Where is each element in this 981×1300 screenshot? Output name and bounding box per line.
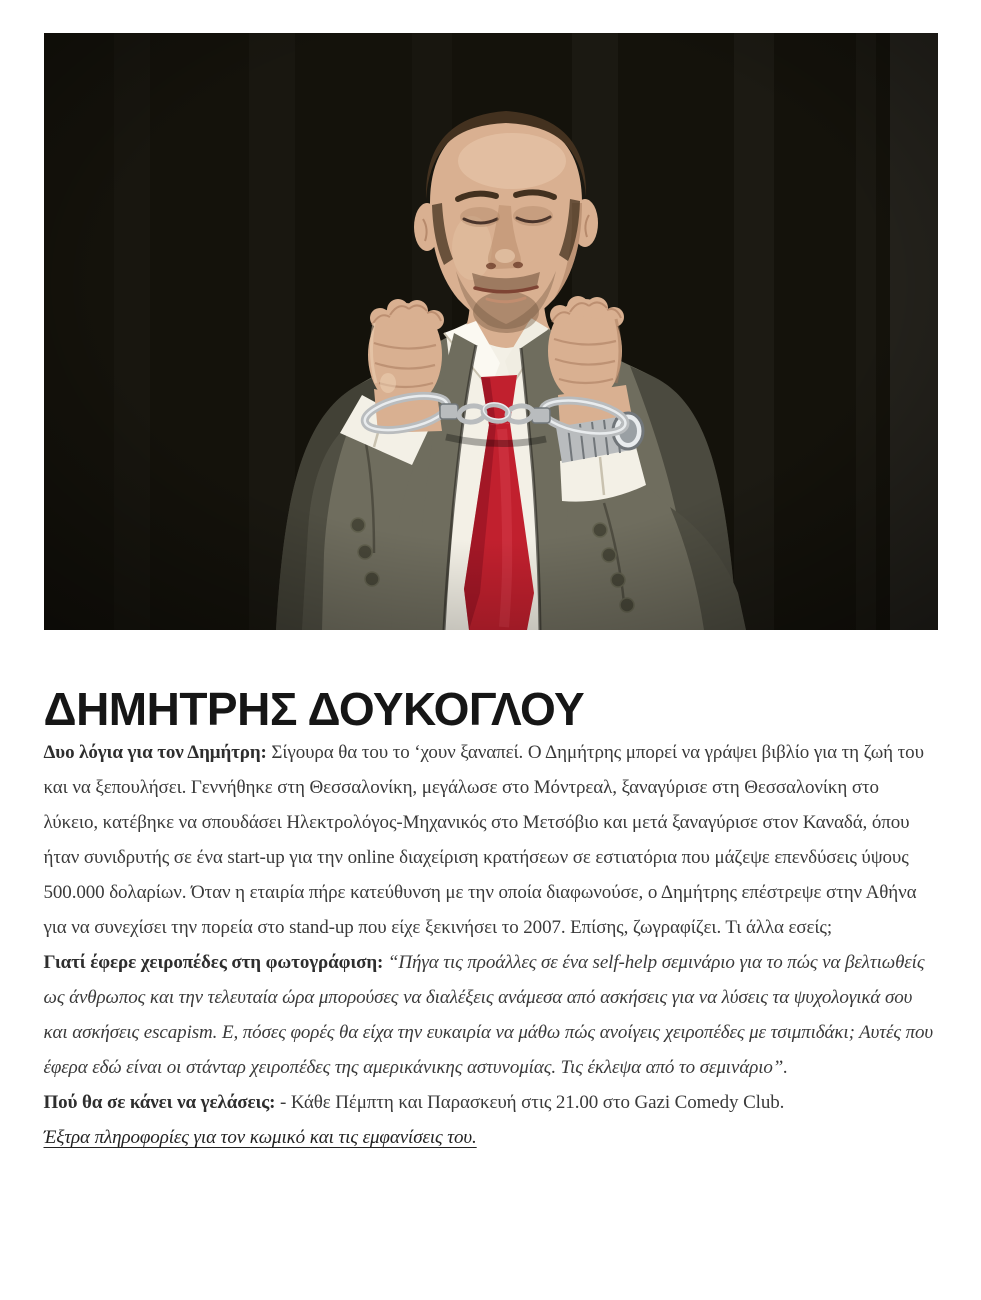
vignette-overlay <box>44 33 938 630</box>
handcuffs-quote-text: “Πήγα τις προάλλες σε ένα self-help σεμινάριο για το πώς να βελτιωθείς ως άνθρωπος και την τελευταία ώρα μπορούσες να διαλέξεις ανάμεσα από ασκήσεις για να λύσεις τα ψυχολογικά σου και ασκήσεις escapism. Ε, πόσες φορές θα είχα την ευκαιρία να μάθω πώς ανοίγεις χειροπέδες με τσιμπιδάκι; Αυτές που έφερα εδώ είναι οι στάνταρ χειροπέδες της αμερικάνικης αστυνομίας. Τις έκλεψα από το σεμινάριο”. <box>43 951 934 1078</box>
bio-paragraph <box>44 735 938 945</box>
show-schedule-text: - Κάθε Πέμπτη και Παρασκευή στις 21.00 στο Gazi Comedy Club. <box>275 1091 785 1113</box>
handcuffs-question-lead: Γιατί έφερε χειροπέδες στη φωτογράφιση: <box>43 951 384 973</box>
bio-lead: Δυο λόγια για τον Δημήτρη: <box>43 741 267 763</box>
handcuffs-question-paragraph <box>44 945 938 1085</box>
portrait-photo <box>44 33 938 630</box>
article-page <box>44 0 938 1155</box>
show-schedule-lead: Πού θα σε κάνει να γελάσεις: <box>43 1091 276 1113</box>
portrait-illustration <box>44 33 938 630</box>
page-title: ΔΗΜΗΤΡΗΣ ΔΟΥΚΟΓΛΟΥ <box>43 683 585 735</box>
more-info-link[interactable]: Έξτρα πληροφορίες για τον κωμικό και τις εμφανίσεις του. <box>43 1126 477 1148</box>
show-schedule-paragraph <box>44 1085 938 1120</box>
link-paragraph <box>44 1120 938 1155</box>
bio-text: Σίγουρα θα του το ‘χουν ξαναπεί. Ο Δημήτρης μπορεί να γράψει βιβλίο για τη ζωή του και να ξεπουλήσει. Γεννήθηκε στη Θεσσαλονίκη, μεγάλωσε στο Μόντρεαλ, ξαναγύρισε στη Θεσσαλονίκη στο λύκειο, κατέβηκε να σπουδάσει Ηλεκτρολόγος-Μηχανικός στο Μετσόβιο και μετά ξαναγύρισε στον Καναδά, όπου ήταν συνιδρυτής σε ένα start-up για την online διαχείριση κρατήσεων σε εστιατόρια που μάζεψε επενδύσεις ύψους 500.000 δολαρίων. Όταν η εταιρία πήρε κατεύθυνση με την οποία διαφωνούσε, ο Δημήτρης επέστρεψε στην Αθήνα για να συνεχίσει την πορεία στο stand-up που είχε ξεκινήσει το 2007. Επίσης, ζωγραφίζει. Τι άλλα εσείς; <box>43 741 924 938</box>
